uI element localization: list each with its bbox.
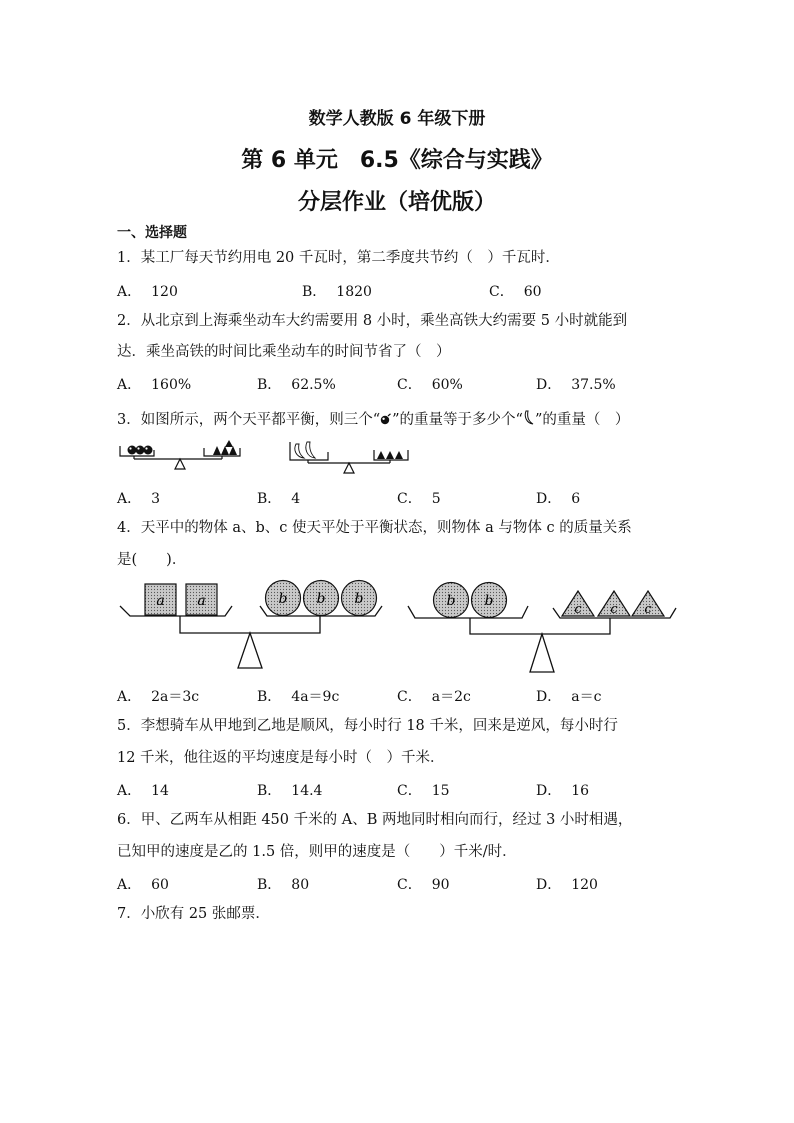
svg-text:b: b: [278, 591, 288, 607]
triangle-icon: [221, 446, 229, 455]
question-3-options: [117, 488, 697, 508]
svg-text:a: a: [156, 593, 165, 609]
svg-text:c: c: [644, 602, 652, 617]
svg-text:b: b: [484, 593, 494, 609]
balance-a-vs-b: [120, 581, 382, 669]
balance-b-vs-c: [408, 583, 676, 673]
option-b: B． 14.4: [257, 783, 323, 799]
option-a: A． 14: [117, 783, 169, 799]
question-4-text-line2: 是( )．: [117, 552, 187, 568]
question-2-options: [117, 374, 697, 394]
triangle-c: [632, 591, 664, 617]
option-c: C． 60: [489, 284, 542, 300]
banana-icon: [306, 442, 315, 458]
svg-text:c: c: [574, 602, 582, 617]
worksheet-title: 分层作业（培优版）: [297, 190, 496, 215]
triangle-icon: [229, 446, 237, 455]
triangle-icon: [225, 440, 233, 447]
circle-b: [266, 581, 301, 616]
option-b: B． 4: [257, 491, 301, 507]
question-4-balance-figure: [120, 576, 680, 676]
question-1-text: 1．某工厂每天节约用电 20 千瓦时，第二季度共节约（ ）千瓦时．: [117, 250, 560, 266]
question-6-text-line2: 已知甲的速度是乙的 1.5 倍，则甲的速度是（ ）千米/时．: [117, 844, 517, 860]
circle-b: [472, 583, 507, 618]
option-c: C． 90: [397, 877, 450, 893]
circle-b: [304, 581, 339, 616]
question-3-balance-figure: [118, 438, 418, 478]
option-b: B． 80: [257, 877, 310, 893]
balance-right: [290, 442, 408, 473]
textbook-title: 数学人教版 6 年级下册: [308, 109, 486, 129]
triangle-icon: [395, 451, 403, 459]
option-a: A． 160%: [117, 377, 192, 393]
svg-text:b: b: [316, 591, 326, 607]
option-d: D． 120: [536, 877, 598, 893]
option-c: C． 5: [397, 491, 441, 507]
option-d: D． a＝c: [536, 689, 602, 705]
circle-b: [434, 583, 469, 618]
question-6-options: [117, 874, 697, 894]
option-b: B． 62.5%: [257, 377, 336, 393]
option-a: A． 3: [117, 491, 161, 507]
option-c: C． a＝2c: [397, 689, 471, 705]
bomb-icon: [128, 446, 137, 455]
triangle-icon: [377, 451, 385, 459]
square-a: [145, 584, 176, 615]
option-c: C． 60%: [397, 377, 463, 393]
svg-text:b: b: [354, 591, 364, 607]
triangle-c: [598, 591, 630, 617]
question-1-options: [117, 281, 697, 301]
question-2-text-line2: 达．乘坐高铁的时间比乘坐动车的时间节省了（ ）: [117, 344, 451, 360]
question-7-text: 7．小欣有 25 张邮票．: [117, 906, 270, 922]
question-4-options: [117, 686, 697, 706]
square-a: [186, 584, 217, 615]
option-b: B． 4a＝9c: [257, 689, 340, 705]
bomb-icon: [136, 446, 145, 455]
triangle-c: [562, 591, 594, 617]
option-d: D． 16: [536, 783, 590, 799]
question-5-text-line2: 12 千米，他往返的平均速度是每小时（ ）千米．: [117, 750, 445, 766]
question-6-text-line1: 6．甲、乙两车从相距 450 千米的 A、B 两地同时相向而行，经过 3 小时相遇，: [117, 812, 633, 828]
bomb-icon: [144, 446, 153, 455]
option-d: D． 6: [536, 491, 581, 507]
bomb-icon: [380, 413, 392, 425]
balance-left: [120, 440, 240, 469]
question-2-text-line1: 2．从北京到上海乘坐动车大约需要用 8 小时，乘坐高铁大约需要 5 小时就能到: [117, 313, 628, 329]
banana-icon: [295, 444, 304, 458]
option-d: D． 37.5%: [536, 377, 616, 393]
option-c: C． 15: [397, 783, 450, 799]
unit-title: 第 6 单元 6.5《综合与实践》: [241, 148, 553, 173]
banana-icon: [523, 410, 535, 426]
section-heading: 一、选择题: [117, 225, 187, 241]
question-5-text-line1: 5．李想骑车从甲地到乙地是顺风，每小时行 18 千米，回来是逆风，每小时行: [117, 718, 618, 734]
svg-text:a: a: [197, 593, 206, 609]
svg-text:b: b: [446, 593, 456, 609]
question-4-text-line1: 4．天平中的物体 a、b、c 使天平处于平衡状态，则物体 a 与物体 c 的质量关系: [117, 520, 632, 536]
option-a: A． 2a＝3c: [117, 689, 200, 705]
option-b: B． 1820: [302, 284, 372, 300]
triangle-icon: [386, 451, 394, 459]
triangle-icon: [213, 446, 221, 455]
option-a: A． 60: [117, 877, 169, 893]
option-a: A． 120: [117, 284, 178, 300]
svg-text:c: c: [610, 602, 618, 617]
question-5-options: [117, 780, 697, 800]
question-3-text: 3．如图所示，两个天平都平衡，则三个“ ”的重量等于多少个“ ”的重量（ ）: [117, 412, 630, 428]
circle-b: [342, 581, 377, 616]
